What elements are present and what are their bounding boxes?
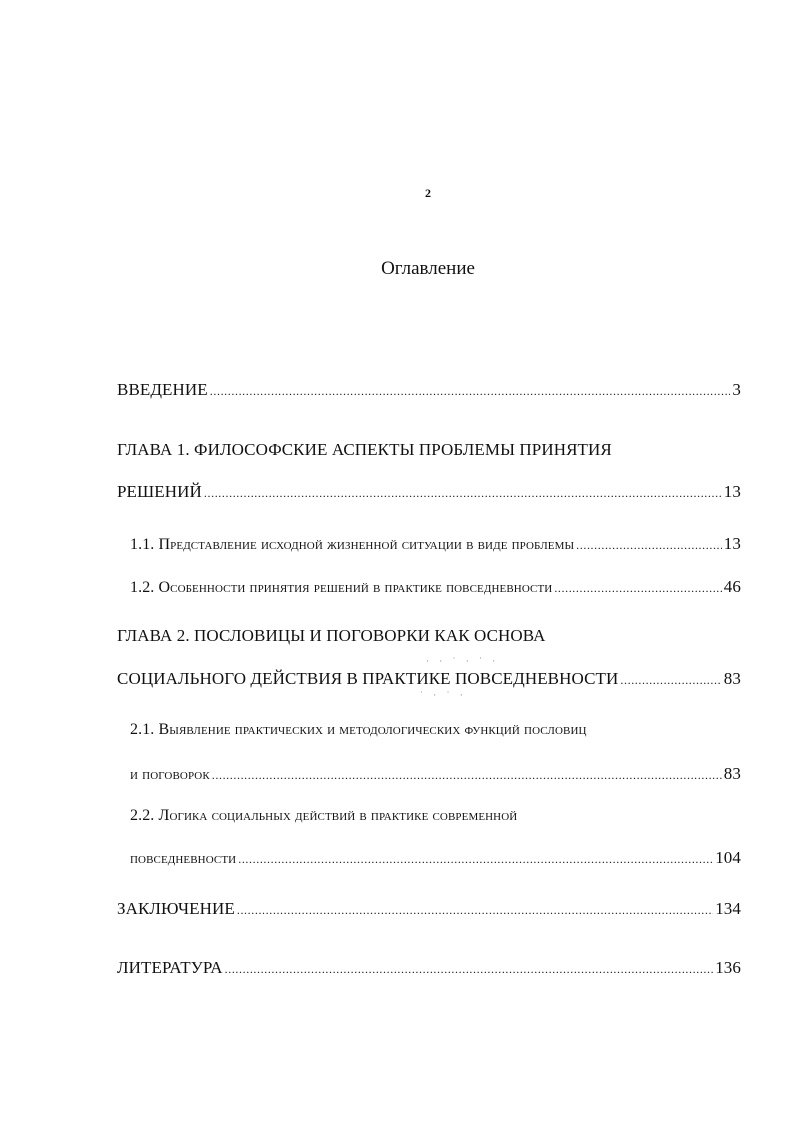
toc-entry-label: РЕШЕНИЙ <box>117 482 202 501</box>
dot-leader <box>212 768 722 783</box>
toc-entry-label: повседневности <box>130 850 237 867</box>
toc-entry-section-1-2[interactable] <box>130 577 741 597</box>
toc-entry-page: 46 <box>723 577 741 596</box>
toc-entry-section-2-1[interactable] <box>130 764 741 784</box>
toc-entry-page: 13 <box>723 534 741 553</box>
toc-entry-page: 104 <box>715 848 741 867</box>
toc-entry-literature[interactable] <box>117 958 741 978</box>
toc-entry-page: 83 <box>723 669 741 688</box>
dot-leader <box>225 962 714 977</box>
scan-speckle: ˙ · ˙ · <box>420 690 467 700</box>
dot-leader <box>576 538 722 553</box>
dot-leader <box>204 486 722 501</box>
dot-leader <box>210 384 731 399</box>
scan-speckle: · · ˙ · ˙ · <box>426 656 500 666</box>
toc-entry-page: 3 <box>732 380 741 399</box>
page-number: 2 <box>425 186 431 200</box>
toc-entry-section-1-1[interactable] <box>130 534 741 554</box>
toc-section-2-1-line1[interactable]: 2.1. Выявление практических и методологических функций пословиц <box>130 721 587 738</box>
toc-entry-label: СОЦИАЛЬНОГО ДЕЙСТВИЯ В ПРАКТИКЕ ПОВСЕДНЕВНОСТИ <box>117 669 619 688</box>
toc-entry-chapter1[interactable] <box>117 482 741 502</box>
toc-entry-label: 1.2. Особенности принятия решений в практике повседневности <box>130 579 553 596</box>
toc-entry-intro[interactable] <box>117 380 741 400</box>
toc-entry-label: ЗАКЛЮЧЕНИЕ <box>117 899 235 918</box>
toc-entry-label: ВВЕДЕНИЕ <box>117 380 208 399</box>
toc-entry-page: 136 <box>715 958 741 977</box>
toc-chapter2-title-line1[interactable]: ГЛАВА 2. ПОСЛОВИЦЫ И ПОГОВОРКИ КАК ОСНОВА <box>117 626 546 645</box>
dot-leader <box>620 673 721 688</box>
dot-leader <box>238 852 713 867</box>
toc-entry-chapter2[interactable] <box>117 669 741 689</box>
toc-title: Оглавление <box>381 258 475 279</box>
toc-entry-label: и поговорок <box>130 766 210 783</box>
toc-entry-label: ЛИТЕРАТУРА <box>117 958 223 977</box>
dot-leader <box>554 581 721 596</box>
toc-section-2-2-line1[interactable]: 2.2. Логика социальных действий в практике современной <box>130 807 518 824</box>
toc-entry-label: 1.1. Представление исходной жизненной ситуации в виде проблемы <box>130 536 575 553</box>
toc-entry-page: 13 <box>723 482 741 501</box>
toc-entry-page: 134 <box>715 899 741 918</box>
toc-entry-section-2-2[interactable] <box>130 848 741 868</box>
toc-entry-conclusion[interactable] <box>117 899 741 919</box>
toc-entry-page: 83 <box>723 764 741 783</box>
dot-leader <box>237 903 713 918</box>
toc-chapter1-title-line1[interactable]: ГЛАВА 1. ФИЛОСОФСКИЕ АСПЕКТЫ ПРОБЛЕМЫ ПРИНЯТИЯ <box>117 440 612 459</box>
